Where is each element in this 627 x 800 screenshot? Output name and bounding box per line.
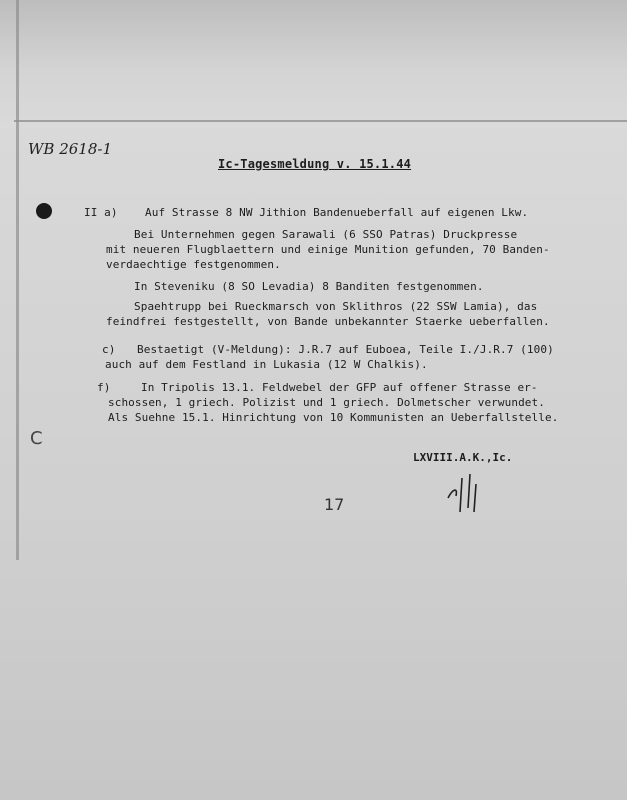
clip-mark-icon: C [30,428,43,449]
section-c-l1: Bestaetigt (V-Meldung): J.R.7 auf Euboea, Teile I./J.R.7 (100) [137,343,554,356]
section-f-l2: schossen, 1 griech. Polizist und 1 griech. Dolmetscher verwundet. [108,396,545,409]
section-IIa-p1-l3: verdaechtige festgenommen. [106,258,281,271]
handwritten-signature [440,468,500,514]
file-reference: WB 2618-1 [28,140,112,158]
page-edge [14,120,627,122]
section-marker-IIa: II a) [84,206,118,219]
section-f-l3: Als Suehne 15.1. Hinrichtung von 10 Kommunisten an Ueberfallstelle. [108,411,559,424]
section-IIa-p3-l2: feindfrei festgestellt, von Bande unbekannter Staerke ueberfallen. [106,315,550,328]
section-IIa-line1: Auf Strasse 8 NW Jithion Bandenueberfall auf eigenen Lkw. [145,206,529,219]
section-IIa-p2-l1: In Steveniku (8 SO Levadia) 8 Banditen festgenommen. [134,280,484,293]
left-edge [16,0,19,560]
section-IIa-p1-l1: Bei Unternehmen gegen Sarawali (6 SSO Patras) Druckpresse [134,228,518,241]
section-marker-c: c) [102,343,116,356]
punch-hole-icon [36,203,52,219]
signature-block: LXVIII.A.K.,Ic. [413,451,513,464]
section-marker-f: f) [97,381,111,394]
section-f-l1: In Tripolis 13.1. Feldwebel der GFP auf offener Strasse er- [141,381,538,394]
page-number: 17 [324,495,345,514]
section-IIa-p1-l2: mit neueren Flugblaettern und einige Munition gefunden, 70 Banden- [106,243,550,256]
section-IIa-p3-l1: Spaehtrupp bei Rueckmarsch von Sklithros (22 SSW Lamia), das [134,300,538,313]
document-title: Ic-Tagesmeldung v. 15.1.44 [218,157,412,171]
section-c-l2: auch auf dem Festland in Lukasia (12 W Chalkis). [105,358,428,371]
top-sheet [0,0,627,128]
